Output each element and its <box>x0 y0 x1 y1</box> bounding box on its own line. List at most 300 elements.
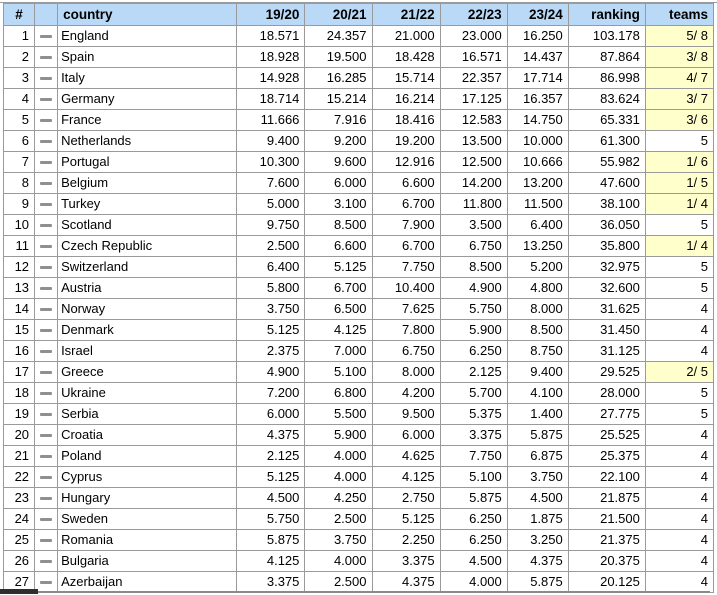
season-2122-cell: 9.500 <box>372 404 440 425</box>
trend-cell <box>35 404 58 425</box>
ranking-cell: 20.375 <box>568 551 645 572</box>
season-1920-cell: 4.125 <box>237 551 305 572</box>
trend-cell <box>35 152 58 173</box>
trend-cell <box>35 530 58 551</box>
ranking-cell: 47.600 <box>568 173 645 194</box>
rank-cell: 14 <box>4 299 35 320</box>
trend-cell <box>35 47 58 68</box>
ranking-cell: 21.875 <box>568 488 645 509</box>
trend-cell <box>35 173 58 194</box>
header-row <box>4 4 714 26</box>
header-teams: teams <box>645 4 713 26</box>
trend-cell <box>35 509 58 530</box>
season-2223-cell: 6.750 <box>440 236 507 257</box>
season-2021-cell: 9.600 <box>305 152 372 173</box>
table-row <box>4 131 714 152</box>
no-change-icon <box>40 119 52 122</box>
no-change-icon <box>40 371 52 374</box>
season-2223-cell: 6.250 <box>440 530 507 551</box>
country-cell: Netherlands <box>58 131 237 152</box>
season-1920-cell: 2.375 <box>237 341 305 362</box>
table-row <box>4 173 714 194</box>
season-2021-cell: 2.500 <box>305 509 372 530</box>
ranking-cell: 38.100 <box>568 194 645 215</box>
country-cell: Austria <box>58 278 237 299</box>
ranking-cell: 36.050 <box>568 215 645 236</box>
season-2223-cell: 3.375 <box>440 425 507 446</box>
rank-cell: 6 <box>4 131 35 152</box>
season-2223-cell: 22.357 <box>440 68 507 89</box>
season-2122-cell: 18.416 <box>372 110 440 131</box>
season-2122-cell: 6.700 <box>372 236 440 257</box>
season-2122-cell: 7.750 <box>372 257 440 278</box>
header-ranking: ranking <box>568 4 645 26</box>
season-2021-cell: 3.750 <box>305 530 372 551</box>
season-1920-cell: 4.500 <box>237 488 305 509</box>
no-change-icon <box>40 497 52 500</box>
ranking-cell: 20.125 <box>568 572 645 593</box>
season-2324-cell: 10.000 <box>507 131 568 152</box>
table-row <box>4 425 714 446</box>
season-1920-cell: 5.800 <box>237 278 305 299</box>
season-2021-cell: 16.285 <box>305 68 372 89</box>
table-row <box>4 236 714 257</box>
ranking-cell: 65.331 <box>568 110 645 131</box>
season-2122-cell: 3.375 <box>372 551 440 572</box>
season-2223-cell: 2.125 <box>440 362 507 383</box>
table-row <box>4 362 714 383</box>
season-2324-cell: 17.714 <box>507 68 568 89</box>
season-1920-cell: 4.375 <box>237 425 305 446</box>
season-2021-cell: 4.000 <box>305 467 372 488</box>
teams-cell: 3/ 7 <box>645 89 713 110</box>
season-2324-cell: 13.250 <box>507 236 568 257</box>
country-cell: Hungary <box>58 488 237 509</box>
season-2223-cell: 11.800 <box>440 194 507 215</box>
season-2122-cell: 7.800 <box>372 320 440 341</box>
table-row <box>4 530 714 551</box>
season-2324-cell: 13.200 <box>507 173 568 194</box>
season-2223-cell: 5.875 <box>440 488 507 509</box>
rank-cell: 17 <box>4 362 35 383</box>
season-2122-cell: 4.200 <box>372 383 440 404</box>
season-1920-cell: 5.750 <box>237 509 305 530</box>
season-2021-cell: 5.900 <box>305 425 372 446</box>
season-1920-cell: 4.900 <box>237 362 305 383</box>
season-1920-cell: 3.750 <box>237 299 305 320</box>
no-change-icon <box>40 161 52 164</box>
rank-cell: 21 <box>4 446 35 467</box>
season-2021-cell: 4.000 <box>305 551 372 572</box>
season-2122-cell: 21.000 <box>372 26 440 47</box>
ranking-cell: 61.300 <box>568 131 645 152</box>
season-2021-cell: 7.916 <box>305 110 372 131</box>
no-change-icon <box>40 455 52 458</box>
season-2324-cell: 11.500 <box>507 194 568 215</box>
trend-cell <box>35 68 58 89</box>
teams-cell: 5 <box>645 257 713 278</box>
no-change-icon <box>40 287 52 290</box>
no-change-icon <box>40 56 52 59</box>
teams-cell: 4 <box>645 509 713 530</box>
country-cell: Spain <box>58 47 237 68</box>
country-cell: Greece <box>58 362 237 383</box>
rank-cell: 2 <box>4 47 35 68</box>
season-2324-cell: 4.800 <box>507 278 568 299</box>
season-1920-cell: 18.714 <box>237 89 305 110</box>
teams-cell: 4 <box>645 572 713 593</box>
trend-cell <box>35 362 58 383</box>
country-cell: Poland <box>58 446 237 467</box>
ranking-cell: 31.625 <box>568 299 645 320</box>
horizontal-scrollbar[interactable] <box>0 588 717 595</box>
trend-cell <box>35 194 58 215</box>
ranking-cell: 25.375 <box>568 446 645 467</box>
season-2223-cell: 3.500 <box>440 215 507 236</box>
table-row <box>4 110 714 131</box>
no-change-icon <box>40 98 52 101</box>
country-cell: Norway <box>58 299 237 320</box>
season-2324-cell: 5.200 <box>507 257 568 278</box>
table-row <box>4 257 714 278</box>
country-cell: Germany <box>58 89 237 110</box>
season-2122-cell: 12.916 <box>372 152 440 173</box>
rank-cell: 27 <box>4 572 35 593</box>
no-change-icon <box>40 434 52 437</box>
season-2324-cell: 16.357 <box>507 89 568 110</box>
table-row <box>4 509 714 530</box>
trend-cell <box>35 341 58 362</box>
teams-cell: 4 <box>645 467 713 488</box>
season-2122-cell: 6.750 <box>372 341 440 362</box>
header-season-2223: 22/23 <box>440 4 507 26</box>
rank-cell: 3 <box>4 68 35 89</box>
season-2021-cell: 6.800 <box>305 383 372 404</box>
ranking-cell: 21.375 <box>568 530 645 551</box>
table-row <box>4 68 714 89</box>
season-2021-cell: 5.500 <box>305 404 372 425</box>
ranking-cell: 25.525 <box>568 425 645 446</box>
country-cell: Czech Republic <box>58 236 237 257</box>
trend-cell <box>35 215 58 236</box>
trend-cell <box>35 26 58 47</box>
country-cell: Azerbaijan <box>58 572 237 593</box>
country-cell: Denmark <box>58 320 237 341</box>
season-2324-cell: 1.400 <box>507 404 568 425</box>
teams-cell: 3/ 6 <box>645 110 713 131</box>
table-header <box>4 4 714 26</box>
season-2223-cell: 5.750 <box>440 299 507 320</box>
season-2223-cell: 5.900 <box>440 320 507 341</box>
season-2223-cell: 23.000 <box>440 26 507 47</box>
season-2324-cell: 6.875 <box>507 446 568 467</box>
no-change-icon <box>40 266 52 269</box>
season-2324-cell: 3.750 <box>507 467 568 488</box>
ranking-cell: 29.525 <box>568 362 645 383</box>
trend-cell <box>35 446 58 467</box>
rank-cell: 22 <box>4 467 35 488</box>
rank-cell: 4 <box>4 89 35 110</box>
season-2324-cell: 16.250 <box>507 26 568 47</box>
scrollbar-track[interactable] <box>38 591 710 593</box>
table-row <box>4 404 714 425</box>
table-row <box>4 152 714 173</box>
ranking-cell: 87.864 <box>568 47 645 68</box>
season-2324-cell: 9.400 <box>507 362 568 383</box>
table-row <box>4 194 714 215</box>
table-row <box>4 320 714 341</box>
no-change-icon <box>40 35 52 38</box>
season-2324-cell: 8.000 <box>507 299 568 320</box>
table-row <box>4 488 714 509</box>
no-change-icon <box>40 77 52 80</box>
season-2324-cell: 4.100 <box>507 383 568 404</box>
rank-cell: 16 <box>4 341 35 362</box>
season-2021-cell: 15.214 <box>305 89 372 110</box>
season-2122-cell: 8.000 <box>372 362 440 383</box>
rank-cell: 15 <box>4 320 35 341</box>
season-2021-cell: 5.125 <box>305 257 372 278</box>
season-2223-cell: 13.500 <box>440 131 507 152</box>
ranking-cell: 31.450 <box>568 320 645 341</box>
table-row <box>4 383 714 404</box>
season-2223-cell: 7.750 <box>440 446 507 467</box>
no-change-icon <box>40 329 52 332</box>
season-2021-cell: 8.500 <box>305 215 372 236</box>
country-cell: Scotland <box>58 215 237 236</box>
season-2223-cell: 6.250 <box>440 341 507 362</box>
country-cell: France <box>58 110 237 131</box>
season-1920-cell: 6.400 <box>237 257 305 278</box>
header-season-2324: 23/24 <box>507 4 568 26</box>
no-change-icon <box>40 350 52 353</box>
trend-cell <box>35 299 58 320</box>
rank-cell: 13 <box>4 278 35 299</box>
teams-cell: 2/ 5 <box>645 362 713 383</box>
ranking-cell: 35.800 <box>568 236 645 257</box>
no-change-icon <box>40 308 52 311</box>
teams-cell: 4 <box>645 320 713 341</box>
season-2021-cell: 6.700 <box>305 278 372 299</box>
season-2324-cell: 4.375 <box>507 551 568 572</box>
season-2324-cell: 5.875 <box>507 425 568 446</box>
country-cell: Sweden <box>58 509 237 530</box>
country-cell: Switzerland <box>58 257 237 278</box>
scrollbar-thumb[interactable] <box>0 589 38 594</box>
season-1920-cell: 7.200 <box>237 383 305 404</box>
teams-cell: 4 <box>645 551 713 572</box>
teams-cell: 5/ 8 <box>645 26 713 47</box>
season-2122-cell: 6.000 <box>372 425 440 446</box>
header-season-1920: 19/20 <box>237 4 305 26</box>
ranking-cell: 32.975 <box>568 257 645 278</box>
rank-cell: 8 <box>4 173 35 194</box>
teams-cell: 1/ 6 <box>645 152 713 173</box>
season-1920-cell: 2.500 <box>237 236 305 257</box>
ranking-cell: 32.600 <box>568 278 645 299</box>
season-2223-cell: 12.500 <box>440 152 507 173</box>
season-2021-cell: 5.100 <box>305 362 372 383</box>
rank-cell: 26 <box>4 551 35 572</box>
ranking-cell: 28.000 <box>568 383 645 404</box>
season-2021-cell: 2.500 <box>305 572 372 593</box>
season-1920-cell: 5.125 <box>237 320 305 341</box>
season-2122-cell: 6.600 <box>372 173 440 194</box>
trend-cell <box>35 320 58 341</box>
season-2223-cell: 6.250 <box>440 509 507 530</box>
season-2324-cell: 8.750 <box>507 341 568 362</box>
season-1920-cell: 5.875 <box>237 530 305 551</box>
trend-cell <box>35 236 58 257</box>
season-1920-cell: 3.375 <box>237 572 305 593</box>
no-change-icon <box>40 140 52 143</box>
trend-cell <box>35 425 58 446</box>
trend-cell <box>35 89 58 110</box>
table-body <box>4 26 714 593</box>
season-1920-cell: 18.928 <box>237 47 305 68</box>
country-cell: England <box>58 26 237 47</box>
season-1920-cell: 10.300 <box>237 152 305 173</box>
teams-cell: 5 <box>645 131 713 152</box>
table-row <box>4 467 714 488</box>
table-row <box>4 299 714 320</box>
trend-cell <box>35 257 58 278</box>
no-change-icon <box>40 203 52 206</box>
country-cell: Ukraine <box>58 383 237 404</box>
rank-cell: 23 <box>4 488 35 509</box>
no-change-icon <box>40 560 52 563</box>
teams-cell: 3/ 8 <box>645 47 713 68</box>
teams-cell: 1/ 4 <box>645 236 713 257</box>
teams-cell: 4/ 7 <box>645 68 713 89</box>
season-2122-cell: 10.400 <box>372 278 440 299</box>
season-2122-cell: 6.700 <box>372 194 440 215</box>
season-2122-cell: 7.900 <box>372 215 440 236</box>
country-cell: Bulgaria <box>58 551 237 572</box>
ranking-cell: 31.125 <box>568 341 645 362</box>
teams-cell: 4 <box>645 530 713 551</box>
table-row <box>4 26 714 47</box>
rank-cell: 12 <box>4 257 35 278</box>
country-cell: Israel <box>58 341 237 362</box>
ranking-cell: 27.775 <box>568 404 645 425</box>
country-cell: Cyprus <box>58 467 237 488</box>
rank-cell: 18 <box>4 383 35 404</box>
country-cell: Romania <box>58 530 237 551</box>
teams-cell: 4 <box>645 425 713 446</box>
season-2122-cell: 15.714 <box>372 68 440 89</box>
teams-cell: 1/ 4 <box>645 194 713 215</box>
season-1920-cell: 7.600 <box>237 173 305 194</box>
teams-cell: 5 <box>645 404 713 425</box>
season-2324-cell: 4.500 <box>507 488 568 509</box>
season-2324-cell: 5.875 <box>507 572 568 593</box>
season-2324-cell: 14.750 <box>507 110 568 131</box>
country-coefficients-table <box>3 3 714 593</box>
teams-cell: 5 <box>645 215 713 236</box>
season-1920-cell: 14.928 <box>237 68 305 89</box>
no-change-icon <box>40 245 52 248</box>
no-change-icon <box>40 392 52 395</box>
no-change-icon <box>40 518 52 521</box>
no-change-icon <box>40 182 52 185</box>
rank-cell: 19 <box>4 404 35 425</box>
season-2021-cell: 19.500 <box>305 47 372 68</box>
table-row <box>4 278 714 299</box>
rank-cell: 11 <box>4 236 35 257</box>
season-1920-cell: 5.125 <box>237 467 305 488</box>
season-2223-cell: 4.000 <box>440 572 507 593</box>
season-2324-cell: 1.875 <box>507 509 568 530</box>
season-2021-cell: 3.100 <box>305 194 372 215</box>
no-change-icon <box>40 413 52 416</box>
season-2223-cell: 17.125 <box>440 89 507 110</box>
ranking-cell: 86.998 <box>568 68 645 89</box>
teams-cell: 4 <box>645 446 713 467</box>
season-1920-cell: 9.400 <box>237 131 305 152</box>
rank-cell: 24 <box>4 509 35 530</box>
no-change-icon <box>40 581 52 584</box>
rank-cell: 1 <box>4 26 35 47</box>
teams-cell: 5 <box>645 383 713 404</box>
trend-cell <box>35 383 58 404</box>
season-2021-cell: 24.357 <box>305 26 372 47</box>
season-2223-cell: 4.900 <box>440 278 507 299</box>
season-1920-cell: 9.750 <box>237 215 305 236</box>
country-cell: Serbia <box>58 404 237 425</box>
season-2122-cell: 4.125 <box>372 467 440 488</box>
trend-cell <box>35 110 58 131</box>
trend-cell <box>35 131 58 152</box>
rank-cell: 9 <box>4 194 35 215</box>
teams-cell: 4 <box>645 299 713 320</box>
table-row <box>4 47 714 68</box>
season-2324-cell: 6.400 <box>507 215 568 236</box>
season-2223-cell: 8.500 <box>440 257 507 278</box>
season-2324-cell: 10.666 <box>507 152 568 173</box>
season-2122-cell: 7.625 <box>372 299 440 320</box>
no-change-icon <box>40 224 52 227</box>
season-2324-cell: 14.437 <box>507 47 568 68</box>
trend-cell <box>35 278 58 299</box>
season-2021-cell: 6.600 <box>305 236 372 257</box>
season-2021-cell: 4.250 <box>305 488 372 509</box>
table-row <box>4 215 714 236</box>
season-1920-cell: 11.666 <box>237 110 305 131</box>
ranking-cell: 83.624 <box>568 89 645 110</box>
ranking-cell: 55.982 <box>568 152 645 173</box>
rank-cell: 20 <box>4 425 35 446</box>
rank-cell: 7 <box>4 152 35 173</box>
table-row <box>4 551 714 572</box>
season-2324-cell: 8.500 <box>507 320 568 341</box>
season-2223-cell: 5.700 <box>440 383 507 404</box>
season-2021-cell: 6.000 <box>305 173 372 194</box>
rank-cell: 10 <box>4 215 35 236</box>
header-country: country <box>58 4 237 26</box>
header-season-2021: 20/21 <box>305 4 372 26</box>
rank-cell: 5 <box>4 110 35 131</box>
table-row <box>4 89 714 110</box>
season-2122-cell: 5.125 <box>372 509 440 530</box>
season-2223-cell: 5.375 <box>440 404 507 425</box>
season-2122-cell: 2.250 <box>372 530 440 551</box>
ranking-cell: 103.178 <box>568 26 645 47</box>
no-change-icon <box>40 476 52 479</box>
season-1920-cell: 6.000 <box>237 404 305 425</box>
season-2223-cell: 4.500 <box>440 551 507 572</box>
trend-cell <box>35 488 58 509</box>
